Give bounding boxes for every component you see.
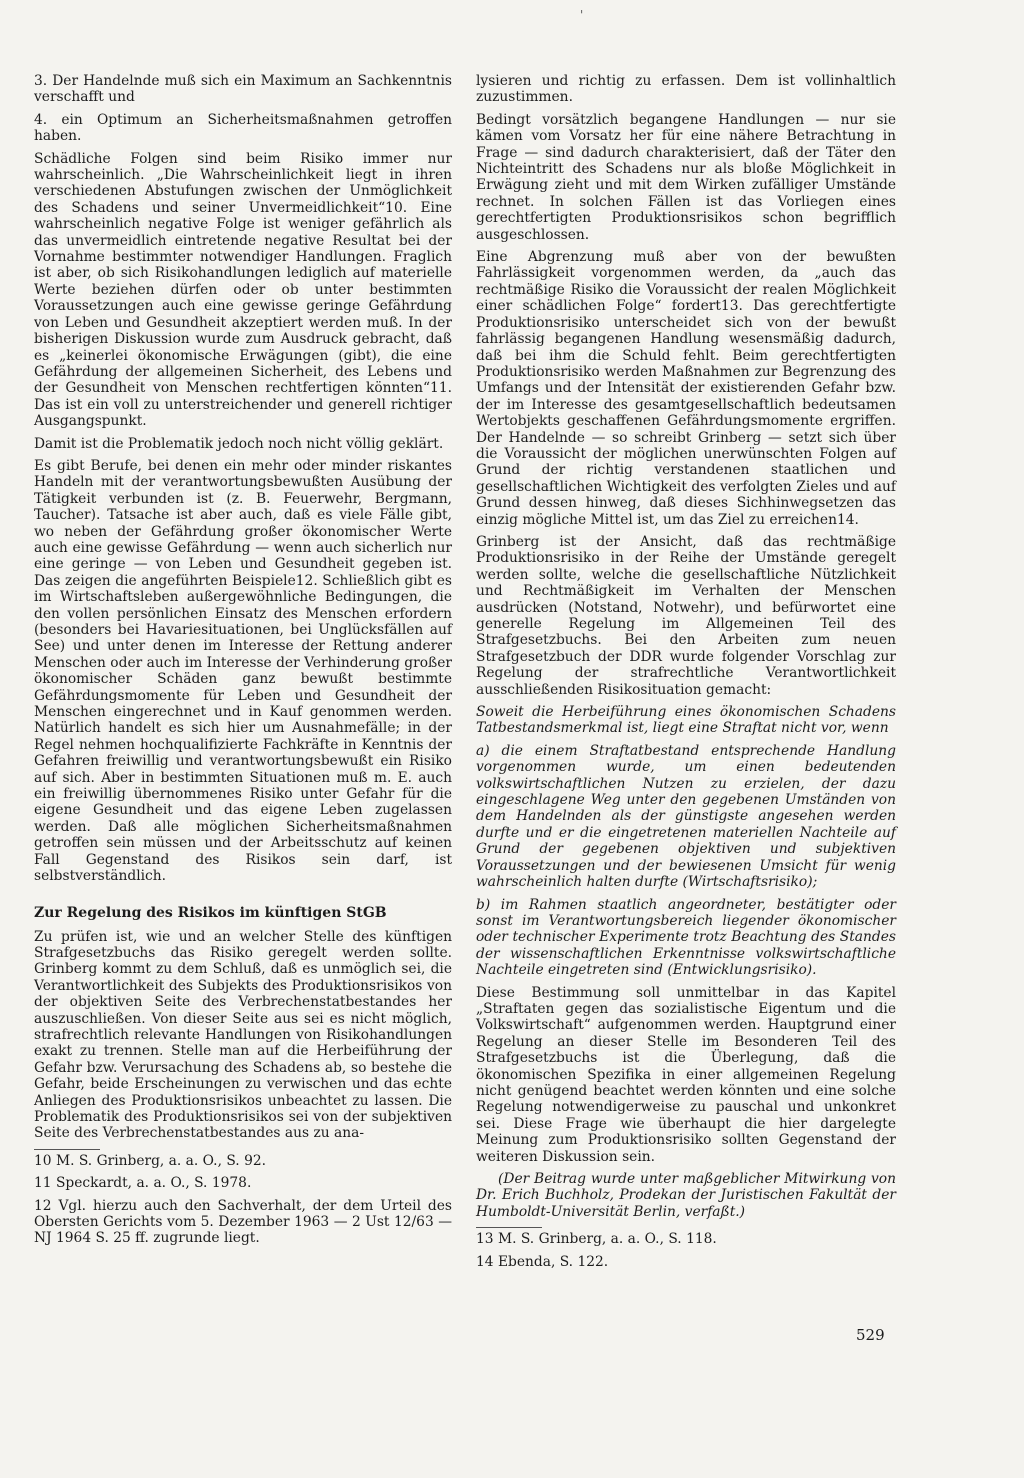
right-column — [476, 73, 896, 1276]
section-heading: Zur Regelung des Risikos im künftigen StGB — [34, 904, 387, 921]
page-number: 529 — [856, 1326, 885, 1344]
footnote-divider — [34, 1149, 100, 1150]
paragraph: Schädliche Folgen sind beim Risiko immer nur wahrscheinlich. „Die Wahrscheinlichkeit liegt in ihren verschiedenen Abstufungen zwischen der Unmöglichkeit des Schadens und seiner Unvermeidlichkeit“10. Eine wahrscheinlich negative Folge ist weniger gefährlich als das unvermeidlich eintretende negative Resultat bei der Vornahme bestimmter notwendiger Handlungen. Fraglich ist aber, ob sich Risikohandlungen lediglich auf materielle Werte beziehen dürfen oder ob unter bestimmten Voraussetzungen auch eine gewisse geringe Gefährdung von Leben und Gesundheit akzeptiert werden muß. In der bisherigen Diskussion wurde zum Ausdruck gebracht, daß es „keinerlei ökonomische Erwägungen (gibt), die eine Gefährdung der allgemeinen Sicherheit, des Lebens und der Gesundheit von Menschen rechtfertigen könnten“11. Das ist ein voll zu unterstreichender und generell richtiger Ausgangspunkt. — [34, 150, 452, 430]
author-note: (Der Beitrag wurde unter maßgeblicher Mitwirkung von Dr. Erich Buchholz, Prodekan der Juristischen Fakultät der Humboldt-Universität Berlin, verfaßt.) — [476, 1171, 896, 1220]
footnote-13: 13 M. S. Grinberg, a. a. O., S. 118. — [476, 1231, 717, 1248]
paragraph: Zu prüfen ist, wie und an welcher Stelle des künftigen Strafgesetzbuchs das Risiko geregelt werden sollte. Grinberg kommt zu dem Schluß, daß es unmöglich sei, die Verantwortlichkeit des Subjekts des Produktionsrisikos von der objektiven Seite des Verbrechenstatbestandes her auszuschließen. Von dieser Seite aus sei es nicht möglich, strafrechtlich relevante Handlungen von Risikohandlungen exakt zu trennen. Stelle man auf die Herbeiführung der Gefahr bzw. Verursachung des Schadens ab, so bestehe die Gefahr, beide Erscheinungen zu verwischen und das echte Anliegen des Produktionsrisikos unbeachtet zu lassen. Die Problematik des Produktionsrisikos sei von der subjektiven Seite des Verbrechenstatbestandes aus zu ana- — [34, 928, 452, 1142]
paragraph: Eine Abgrenzung muß aber von der bewußten Fahrlässigkeit vorgenommen werden, da „auch das rechtmäßige Risiko die Voraussicht der realen Möglichkeit einer schädlichen Folge“ fordert13. Das gerechtfertigte Produktionsrisiko unterscheidet sich von der bewußt fahrlässig begangenen Handlung wesensmäßig dadurch, daß bei ihm die Schuld fehlt. Beim gerechtfertigten Produktionsrisiko werden Maßnahmen zur Begrenzung des Umfangs und der Intensität der existierenden Gefahr bzw. der im Interesse des gesamtgesellschaftlich bedeutsamen Wertobjekts geschaffenen Gefährdungsmomente ergriffen. Der Handelnde — so schreibt Grinberg — setzt sich über die Voraussicht der möglichen unerwünschten Folgen auf Grund der richtig verstandenen staatlichen und gesellschaftlichen Wichtigkeit des verfolgten Zieles und auf Grund dessen hinweg, daß dieses Sichhinwegsetzen das einzig mögliche Mittel ist, um das Ziel zu erreichen14. — [476, 249, 896, 528]
list-item-4: 4. ein Optimum an Sicherheitsmaßnahmen getroffen haben. — [34, 111, 452, 145]
proposal-intro: Soweit die Herbeiführung eines ökonomischen Schadens Tatbestandsmerkmal ist, liegt eine Straftat nicht vor, wenn — [476, 704, 896, 737]
proposal-item-b: b) im Rahmen staatlich angeordneter, bestätigter oder sonst im Verantwortungsbereich liegender ökonomischer oder technischer Experimente trotz Beachtung des Standes der wissenschaftlichen Erkenntnisse volkswirtschaftliche Nachteile eingetreten sind (Entwicklungsrisiko). — [476, 896, 896, 979]
list-item-3: 3. Der Handelnde muß sich ein Maximum an Sachkenntnis verschafft und — [34, 73, 452, 106]
paragraph: Es gibt Berufe, bei denen ein mehr oder minder riskantes Handeln mit der verantwortungsbewußten Ausübung der Tätigkeit verbunden ist (z. B. Feuerwehr, Bergmann, Taucher). Tatsache ist aber auch, daß es viele Fälle gibt, wo neben der Gefährdung großer ökonomischer Werte auch eine gewisse Gefährdung — wenn auch sicherlich nur eine geringe — von Leben und Gesundheit gegeben ist. Das zeigen die angeführten Beispiele12. Schließlich gibt es im Wirtschaftsleben außergewöhnliche Bedingungen, die den vollen persönlichen Einsatz des Menschen erfordern (besonders bei Havariesituationen, bei Unglücksfällen auf See) und unter denen im Interesse der Rettung anderer Menschen oder auch im Interesse der Verhinderung großer ökonomischer Schäden ganz bewußt bestimmte Gefährdungsmomente für Leben und Gesundheit der Menschen eingerechnet und in Kauf genommen werden. Natürlich handelt es sich hier um Ausnahmefälle; in der Regel nehmen hochqualifizierte Fachkräfte in Kenntnis der Gefahren freiwillig und verantwortungsbewußt ein Risiko auf sich. Aber in bestimmten Situationen muß m. E. auch ein freiwillig übernommenes Risiko unter Gefahr für die eigene Gesundheit und das eigene Leben zugelassen werden. Daß alle möglichen Sicherheitsmaßnahmen getroffen sein müssen und der Arbeitsschutz auf keinen Fall Gegenstand des Risikos sein darf, ist selbstverständlich. — [34, 457, 453, 885]
footnote-divider — [476, 1227, 542, 1228]
paragraph: Damit ist die Problematik jedoch noch nicht völlig geklärt. — [34, 435, 444, 452]
footnote-10: 10 M. S. Grinberg, a. a. O., S. 92. — [34, 1152, 267, 1169]
header-mark: ' — [580, 8, 584, 22]
paragraph: lysieren und richtig zu erfassen. Dem ist vollinhaltlich zuzustimmen. — [476, 73, 896, 106]
footnote-12: 12 Vgl. hierzu auch den Sachverhalt, der dem Urteil des Obersten Gerichts vom 5. Dezember 1963 — 2 Ust 12/63 — NJ 1964 S. 25 ff. zugrunde liegt. — [34, 1197, 452, 1247]
paragraph: Bedingt vorsätzlich begangene Handlungen — nur sie kämen vom Vorsatz her für eine nähere Betrachtung in Frage — sind dadurch charakterisiert, daß der Täter den Nichteintritt des Schadens nur als bloße Möglichkeit in Erwägung zieht und mit dem Wirken zufälliger Umstände rechnet. In solchen Fällen ist das Vorliegen eines gerechtfertigten Produktionsrisikos schon begrifflich ausgeschlossen. — [476, 111, 896, 243]
left-column — [34, 73, 452, 1253]
paragraph: Grinberg ist der Ansicht, daß das rechtmäßige Produktionsrisiko in der Reihe der Umstände geregelt werden sollte, welche die gesellschaftliche Nützlichkeit und Rechtmäßigkeit im Verhalten der Menschen ausdrücken (Notstand, Notwehr), und befürwortet eine generelle Regelung im Allgemeinen Teil des Strafgesetzbuchs. Bei den Arbeiten zum neuen Strafgesetzbuch der DDR wurde folgender Vorschlag zur Regelung der strafrechtliche Verantwortlichkeit ausschließenden Risikosituation gemacht: — [476, 533, 896, 698]
footnote-14: 14 Ebenda, S. 122. — [476, 1253, 609, 1270]
paragraph: Diese Bestimmung soll unmittelbar in das Kapitel „Straftaten gegen das sozialistische Eigentum und die Volkswirtschaft“ aufgenommen werden. Hauptgrund einer Regelung an dieser Stelle im Besonderen Teil des Strafgesetzbuchs ist die Überlegung, daß die ökonomischen Spezifika in einer allgemeinen Regelung nicht genügend beachtet werden könnten und eine solche Regelung notwendigerweise zu pauschal und unkonkret sei. Diese Frage wie überhaupt die hier dargelegte Meinung zum Produktionsrisiko sollten Gegenstand der weiteren Diskussion sein. — [476, 984, 896, 1165]
footnote-11: 11 Speckardt, a. a. O., S. 1978. — [34, 1175, 252, 1192]
proposal-item-a: a) die einem Straftatbestand entsprechende Handlung vorgenommen wurde, um einen bedeutenden volkswirtschaftlichen Nutzen zu erzielen, der dazu eingeschlagene Weg unter den gegebenen Umständen von dem Handelnden als der günstigste angesehen werden durfte und er die eingetretenen materiellen Nachteile auf Grund der gegebenen objektiven und subjektiven Voraussetzungen und der bewiesenen Umsicht für wenig wahrscheinlich halten durfte (Wirtschaftsrisiko); — [476, 742, 896, 891]
